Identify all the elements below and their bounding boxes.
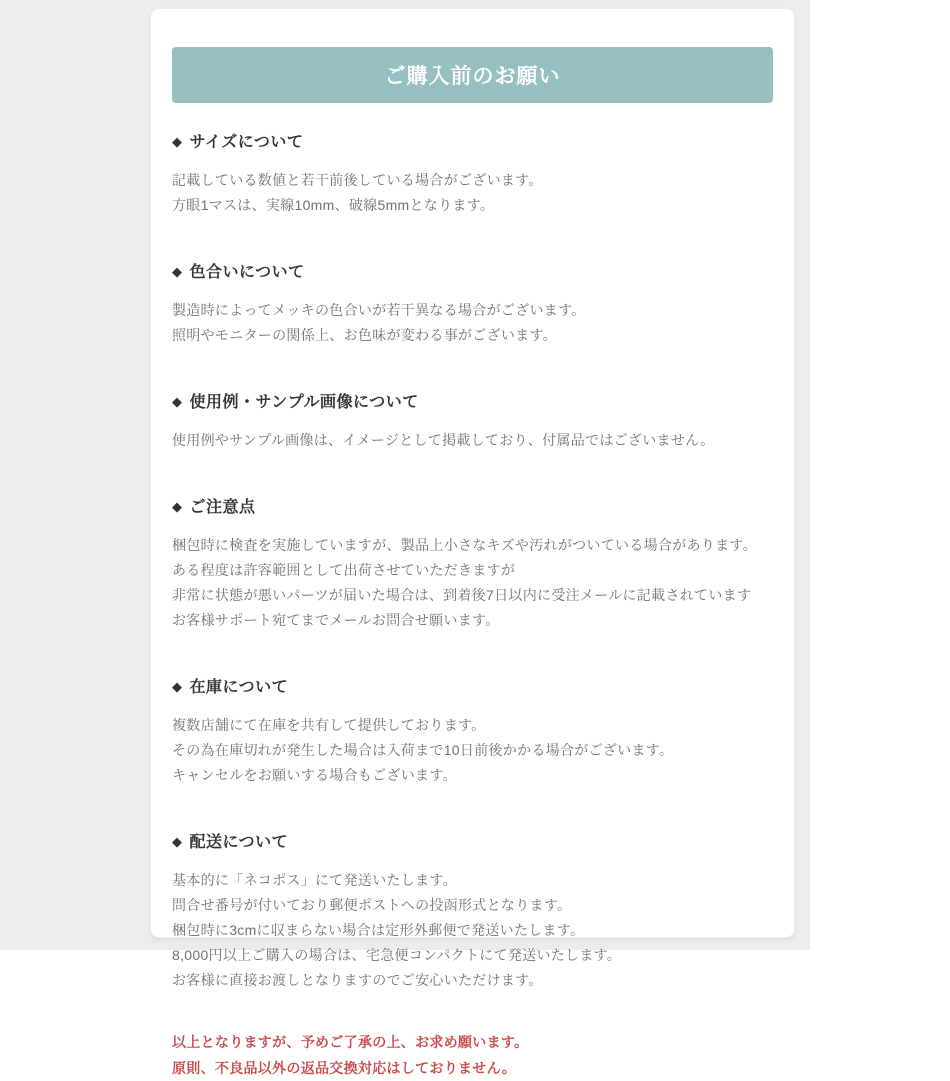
notice-title-banner bbox=[172, 47, 773, 103]
section-stock bbox=[172, 674, 773, 788]
section-heading bbox=[172, 389, 773, 412]
section-line: 基本的に「ネコポス」にて発送いたします。 bbox=[172, 872, 457, 888]
section-heading bbox=[172, 129, 773, 152]
section-heading-label: ご注意点 bbox=[189, 499, 256, 516]
section-sample-images bbox=[172, 389, 773, 453]
section-line: 非常に状態が悪いパーツが届いた場合は、到着後7日以内に受注メールに記載されています bbox=[172, 587, 752, 603]
diamond-bullet-icon: ◆ bbox=[172, 264, 183, 279]
section-line: 梱包時に3cmに収まらない場合は定形外郵便で発送いたします。 bbox=[172, 922, 585, 938]
section-line: 方眼1マスは、実線10mm、破線5mmとなります。 bbox=[172, 197, 495, 213]
section-line: 使用例やサンプル画像は、イメージとして掲載しており、付属品ではございません。 bbox=[172, 432, 715, 448]
section-line: 8,000円以上ご購入の場合は、宅急便コンパクトにて発送いたします。 bbox=[172, 947, 622, 963]
section-line: 複数店舗にて在庫を共有して提供しております。 bbox=[172, 717, 486, 733]
diamond-bullet-icon: ◆ bbox=[172, 134, 183, 149]
section-heading bbox=[172, 259, 773, 282]
section-line: 照明やモニターの関係上、お色味が変わる事がございます。 bbox=[172, 327, 557, 343]
diamond-bullet-icon: ◆ bbox=[172, 394, 183, 409]
section-heading-label: 色合いについて bbox=[189, 264, 305, 281]
section-line: 問合せ番号が付いており郵便ポストへの投函形式となります。 bbox=[172, 897, 572, 913]
final-warning-notice bbox=[172, 1029, 773, 1081]
section-line: ある程度は許容範囲として出荷させていただきますが bbox=[172, 562, 516, 578]
section-line: その為在庫切れが発生した場合は入荷まで10日前後かかる場合がございます。 bbox=[172, 742, 674, 758]
section-line: 梱包時に検査を実施していますが、製品上小さなキズや汚れがついている場合があります。 bbox=[172, 537, 757, 553]
section-line: 記載している数値と若干前後している場合がございます。 bbox=[172, 172, 543, 188]
section-heading bbox=[172, 494, 773, 517]
section-size bbox=[172, 129, 773, 218]
section-heading-label: サイズについて bbox=[189, 134, 304, 151]
purchase-notice-card bbox=[150, 8, 795, 1076]
section-line: キャンセルをお願いする場合もございます。 bbox=[172, 767, 457, 783]
section-heading bbox=[172, 674, 773, 697]
section-shipping bbox=[172, 829, 773, 993]
section-heading-label: 使用例・サンプル画像について bbox=[189, 394, 419, 411]
section-line: お客様に直接お渡しとなりますのでご安心いただけます。 bbox=[172, 972, 543, 988]
section-cautions bbox=[172, 494, 773, 633]
section-heading-label: 在庫について bbox=[189, 679, 289, 696]
diamond-bullet-icon: ◆ bbox=[172, 679, 183, 694]
section-line: お客様サポート宛てまでメールお問合せ願います。 bbox=[172, 612, 500, 628]
section-line: 製造時によってメッキの色合いが若干異なる場合がございます。 bbox=[172, 302, 586, 318]
diamond-bullet-icon: ◆ bbox=[172, 499, 183, 514]
diamond-bullet-icon: ◆ bbox=[172, 834, 183, 849]
warning-line: 以上となりますが、予めご了承の上、お求め願います。 bbox=[172, 1034, 529, 1050]
warning-line: 原則、不良品以外の返品交換対応はしておりません。 bbox=[172, 1060, 517, 1076]
section-heading-label: 配送について bbox=[189, 834, 289, 851]
section-heading bbox=[172, 829, 773, 852]
page-title: ご購入前のお願い bbox=[384, 65, 561, 88]
section-color bbox=[172, 259, 773, 348]
